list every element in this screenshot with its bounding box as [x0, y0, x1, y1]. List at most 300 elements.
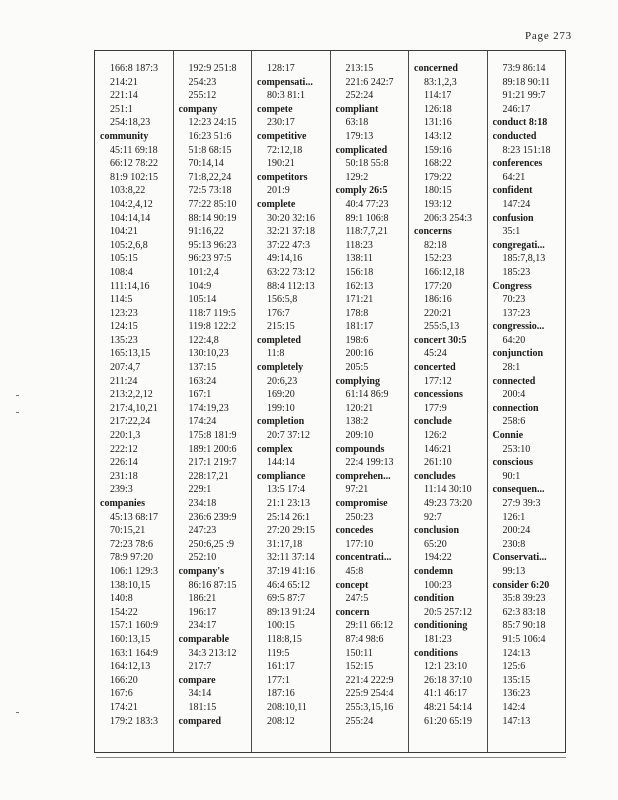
index-reference: 27:20 29:15 [267, 525, 316, 537]
index-term: congregati... [492, 239, 545, 251]
index-reference: 8:23 151:18 [502, 144, 551, 156]
index-term: complex [257, 443, 293, 455]
index-reference: 177:9 [424, 402, 447, 414]
index-reference: 45:8 [345, 565, 364, 577]
index-reference: 254:23 [188, 76, 217, 88]
index-reference: 239:3 [110, 484, 133, 496]
index-term: comparable [178, 633, 230, 645]
index-term: compromise [335, 498, 388, 509]
index-reference: 181:17 [345, 321, 374, 333]
index-reference: 220:1,3 [110, 430, 141, 442]
index-reference: 152:15 [345, 661, 374, 673]
index-reference: 161:17 [267, 661, 295, 673]
index-reference: 230:17 [267, 117, 295, 129]
index-reference: 226:14 [110, 457, 138, 469]
index-reference: 81:9 102:15 [110, 171, 159, 183]
index-term: conscious [492, 457, 534, 469]
index-reference: 181:15 [188, 701, 217, 713]
index-reference: 206:3 254:3 [424, 212, 473, 224]
index-reference: 45:13 68:17 [110, 511, 159, 523]
index-reference: 62:3 83:18 [502, 606, 546, 618]
index-reference: 64:21 [502, 171, 526, 183]
index-reference: 147:24 [502, 198, 531, 210]
index-reference: 103:8,22 [110, 185, 146, 197]
index-term: confident [492, 185, 533, 197]
index-reference: 196:17 [188, 606, 217, 618]
index-reference: 137:15 [188, 362, 217, 374]
index-term: connected [492, 375, 536, 387]
index-reference: 12:23 24:15 [188, 117, 237, 129]
index-reference: 106:1 129:3 [110, 565, 159, 577]
index-reference: 174:19,23 [188, 402, 229, 414]
index-term: compliance [257, 470, 306, 482]
index-reference: 22:4 199:13 [345, 457, 394, 469]
index-reference: 91:16,22 [188, 226, 224, 238]
index-reference: 230:8 [502, 538, 526, 550]
index-reference: 189:1 200:6 [188, 443, 237, 455]
index-reference: 247:23 [188, 525, 217, 537]
index-reference: 71:8,22,24 [188, 171, 232, 183]
index-term: community [100, 130, 149, 142]
index-reference: 114:17 [424, 90, 452, 102]
index-reference: 221:4 222:9 [345, 674, 394, 686]
index-reference: 32:11 37:14 [267, 552, 315, 564]
index-term: Congress [492, 280, 532, 292]
index-column-3 [252, 51, 331, 752]
index-reference: 101:2,4 [188, 266, 219, 278]
index-reference: 250:6,25 :9 [188, 538, 235, 550]
index-term: complying [335, 375, 380, 387]
index-reference: 21:1 23:13 [267, 498, 311, 509]
index-reference: 135:15 [502, 674, 531, 686]
index-reference: 27:9 39:3 [502, 498, 541, 509]
index-reference: 220:21 [424, 307, 452, 319]
index-reference: 37:19 41:16 [267, 565, 316, 577]
index-reference: 104:21 [110, 226, 138, 238]
index-reference: 187:16 [267, 688, 295, 700]
index-reference: 82:18 [424, 239, 447, 251]
index-reference: 100:23 [424, 579, 452, 591]
index-reference: 247:5 [345, 593, 369, 605]
index-column-2 [174, 51, 253, 752]
index-term: completely [257, 362, 304, 374]
index-reference: 177:10 [345, 538, 374, 550]
index-term: condemn [414, 565, 453, 577]
index-term: concept [335, 579, 369, 591]
index-reference: 119:8 122:2 [188, 321, 237, 333]
index-reference: 104:2,4,12 [110, 198, 153, 210]
index-reference: 45:11 69:18 [110, 144, 158, 156]
index-reference: 171:21 [345, 294, 374, 306]
index-reference: 163:1 164:9 [110, 647, 159, 659]
index-reference: 201:9 [267, 185, 290, 197]
index-reference: 20:5 257:12 [424, 606, 473, 618]
index-term: companies [100, 498, 145, 509]
index-reference: 88:4 112:13 [267, 280, 315, 292]
index-reference: 208:12 [267, 715, 295, 727]
index-reference: 104:14,14 [110, 212, 151, 224]
index-reference: 11:14 30:10 [424, 484, 472, 496]
index-term: concentrati... [335, 552, 392, 564]
index-reference: 152:23 [424, 253, 452, 265]
index-reference: 138:10,15 [110, 579, 151, 591]
scan-artifact [16, 712, 19, 713]
index-reference: 129:2 [345, 171, 369, 183]
index-reference: 12:1 23:10 [424, 661, 468, 673]
index-reference: 255:5,13 [424, 321, 460, 333]
index-term: conclude [414, 416, 452, 428]
index-reference: 64:20 [502, 334, 526, 346]
index-term: concerted [414, 362, 456, 374]
index-reference: 234:18 [188, 498, 217, 509]
index-reference: 159:16 [424, 144, 452, 156]
index-reference: 167:6 [110, 688, 133, 700]
index-reference: 163:24 [188, 375, 217, 387]
index-term: compounds [335, 443, 385, 455]
index-reference: 174:24 [188, 416, 217, 428]
index-reference: 252:24 [345, 90, 374, 102]
index-reference: 167:1 [188, 389, 212, 401]
index-reference: 199:10 [267, 402, 295, 414]
index-reference: 250:23 [345, 511, 374, 523]
index-term: competitive [257, 130, 307, 142]
index-reference: 108:4 [110, 266, 133, 278]
index-term: concludes [414, 470, 456, 482]
index-reference: 209:10 [345, 430, 374, 442]
index-reference: 114:5 [110, 294, 133, 306]
index-reference: 177:20 [424, 280, 452, 292]
index-term: connection [492, 402, 539, 414]
index-reference: 83:1,2,3 [424, 76, 457, 88]
index-reference: 128:17 [267, 63, 295, 74]
index-reference: 150:11 [345, 647, 373, 659]
index-reference: 26:18 37:10 [424, 674, 473, 686]
index-reference: 217:22,24 [110, 416, 151, 428]
index-reference: 70:14,14 [188, 158, 224, 170]
index-reference: 97:21 [345, 484, 369, 496]
index-reference: 11:8 [267, 348, 285, 360]
index-term: concedes [335, 525, 374, 537]
index-reference: 130:10,23 [188, 348, 229, 360]
index-term: conjunction [492, 348, 544, 360]
index-reference: 104:9 [188, 280, 212, 292]
index-reference: 124:15 [110, 321, 138, 333]
index-term: complete [257, 198, 296, 210]
index-reference: 63:18 [345, 117, 369, 129]
index-term: conditions [414, 647, 458, 659]
index-reference: 180:15 [424, 185, 452, 197]
index-reference: 20:6,23 [267, 375, 298, 387]
index-reference: 208:10,11 [267, 701, 307, 713]
index-reference: 118:7 119:5 [188, 307, 236, 319]
index-reference: 160:13,15 [110, 633, 151, 645]
scan-artifact [16, 412, 19, 413]
index-term: conduct 8:18 [492, 117, 548, 129]
index-reference: 228:17,21 [188, 470, 229, 482]
index-reference: 92:7 [424, 511, 442, 523]
index-term: congressio... [492, 321, 545, 333]
index-reference: 105:14 [188, 294, 217, 306]
index-reference: 179:2 183:3 [110, 715, 159, 727]
index-term: comply 26:5 [335, 185, 388, 197]
index-reference: 146:21 [424, 443, 452, 455]
index-column-5 [409, 51, 488, 752]
index-reference: 105:2,6,8 [110, 239, 148, 251]
index-reference: 185:7,8,13 [502, 253, 546, 265]
index-reference: 77:22 85:10 [188, 198, 237, 210]
index-reference: 31:17,18 [267, 538, 303, 550]
index-reference: 177:1 [267, 674, 290, 686]
index-reference: 135:23 [110, 334, 138, 346]
index-reference: 95:13 96:23 [188, 239, 237, 251]
index-reference: 162:13 [345, 280, 374, 292]
index-term: compensati... [257, 76, 313, 88]
index-reference: 143:12 [424, 130, 452, 142]
index-reference: 246:17 [502, 103, 531, 115]
index-reference: 72:23 78:6 [110, 538, 154, 550]
index-reference: 86:16 87:15 [188, 579, 237, 591]
index-reference: 41:1 46:17 [424, 688, 468, 700]
index-reference: 234:17 [188, 620, 217, 632]
index-reference: 217:7 [188, 661, 212, 673]
index-term: competitors [257, 171, 308, 183]
index-reference: 213:2,2,12 [110, 389, 153, 401]
index-reference: 179:22 [424, 171, 452, 183]
index-reference: 51:8 68:15 [188, 144, 232, 156]
index-reference: 138:11 [345, 253, 373, 265]
index-reference: 118:8,15 [267, 633, 302, 645]
index-reference: 154:22 [110, 606, 138, 618]
index-reference: 66:12 78:22 [110, 158, 159, 170]
index-reference: 48:21 54:14 [424, 701, 473, 713]
index-term: consequen... [492, 484, 545, 496]
index-term: Connie [492, 430, 524, 442]
index-reference: 138:2 [345, 416, 369, 428]
index-reference: 185:23 [502, 266, 531, 278]
index-reference: 40:4 77:23 [345, 198, 389, 210]
index-reference: 217:1 219:7 [188, 457, 237, 469]
index-term: Conservati... [492, 552, 547, 564]
index-reference: 105:15 [110, 253, 138, 265]
index-reference: 72:12,18 [267, 144, 303, 156]
index-reference: 140:8 [110, 593, 133, 605]
index-reference: 255:12 [188, 90, 217, 102]
index-reference: 186:16 [424, 294, 452, 306]
index-reference: 137:23 [502, 307, 531, 319]
index-reference: 198:6 [345, 334, 369, 346]
index-reference: 89:13 91:24 [267, 606, 316, 618]
index-reference: 131:16 [424, 117, 452, 129]
index-reference: 166:12,18 [424, 266, 465, 278]
index-reference: 49:23 73:20 [424, 498, 473, 509]
index-reference: 61:14 86:9 [345, 389, 389, 401]
index-term: comprehen... [335, 470, 391, 482]
index-reference: 225:9 254:4 [345, 688, 394, 700]
index-reference: 156:18 [345, 266, 374, 278]
index-term: completion [257, 416, 305, 428]
index-reference: 217:4,10,21 [110, 402, 158, 414]
index-term: concert 30:5 [414, 334, 467, 346]
index-reference: 46:4 65:12 [267, 579, 311, 591]
index-reference: 193:12 [424, 198, 452, 210]
index-reference: 32:21 37:18 [267, 226, 316, 238]
index-reference: 194:22 [424, 552, 452, 564]
index-reference: 211:24 [110, 375, 138, 387]
index-term: compare [178, 674, 216, 686]
index-reference: 35:1 [502, 226, 521, 238]
index-reference: 221:14 [110, 90, 138, 102]
index-reference: 168:22 [424, 158, 452, 170]
index-reference: 147:13 [502, 715, 531, 727]
index-reference: 205:5 [345, 362, 369, 374]
index-reference: 251:1 [110, 103, 133, 115]
index-reference: 72:5 73:18 [188, 185, 232, 197]
index-reference: 221:6 242:7 [345, 76, 394, 88]
index-term: company's [178, 565, 225, 577]
index-reference: 65:20 [424, 538, 447, 550]
index-term: conditioning [414, 620, 468, 632]
index-reference: 87:4 98:6 [345, 633, 384, 645]
index-term: concessions [414, 389, 463, 401]
index-reference: 49:14,16 [267, 253, 303, 265]
index-reference: 100:15 [267, 620, 295, 632]
index-reference: 255:3,15,16 [345, 701, 394, 713]
index-reference: 190:21 [267, 158, 295, 170]
index-reference: 214:21 [110, 76, 138, 88]
index-reference: 213:15 [345, 63, 374, 74]
index-reference: 254:18,23 [110, 117, 151, 129]
index-reference: 96:23 97:5 [188, 253, 232, 265]
index-reference: 125:6 [502, 661, 526, 673]
index-term: confusion [492, 212, 534, 224]
index-reference: 34:14 [188, 688, 212, 700]
index-reference: 215:15 [267, 321, 295, 333]
index-reference: 192:9 251:8 [188, 63, 237, 74]
index-reference: 34:3 213:12 [188, 647, 237, 659]
index-reference: 118:7,7,21 [345, 226, 388, 238]
index-reference: 63:22 73:12 [267, 266, 316, 278]
index-reference: 166:8 187:3 [110, 63, 159, 74]
index-reference: 28:1 [502, 362, 521, 374]
index-reference: 126:2 [424, 430, 447, 442]
index-reference: 16:23 51:6 [188, 130, 232, 142]
index-term: completed [257, 334, 301, 346]
index-reference: 175:8 181:9 [188, 430, 237, 442]
index-column-4 [331, 51, 410, 752]
index-reference: 88:14 90:19 [188, 212, 237, 224]
index-reference: 179:13 [345, 130, 374, 142]
index-reference: 111:14,16 [110, 280, 150, 292]
index-reference: 89:1 106:8 [345, 212, 389, 224]
index-reference: 118:23 [345, 239, 373, 251]
scan-artifact [16, 395, 19, 396]
index-term: concern [335, 606, 370, 618]
index-reference: 126:18 [424, 103, 452, 115]
index-reference: 166:20 [110, 674, 138, 686]
index-reference: 70:23 [502, 294, 526, 306]
index-term: conferences [492, 158, 543, 170]
index-term: condition [414, 593, 455, 605]
index-reference: 35:8 39:23 [502, 593, 546, 605]
index-column-1 [95, 51, 174, 752]
page-number: Page 273 [524, 30, 572, 42]
index-reference: 91:21 99:7 [502, 90, 546, 102]
index-reference: 124:13 [502, 647, 531, 659]
index-term: compared [178, 715, 222, 727]
index-reference: 258:6 [502, 416, 526, 428]
index-reference: 236:6 239:9 [188, 511, 237, 523]
index-reference: 200:16 [345, 348, 374, 360]
index-reference: 45:24 [424, 348, 447, 360]
index-reference: 120:21 [345, 402, 374, 414]
index-term: compliant [335, 103, 379, 115]
index-term: concerns [414, 226, 452, 238]
index-reference: 119:5 [267, 647, 290, 659]
index-reference: 80:3 81:1 [267, 90, 306, 102]
index-reference: 144:14 [267, 457, 295, 469]
index-reference: 78:9 97:20 [110, 552, 154, 564]
index-reference: 169:20 [267, 389, 295, 401]
index-reference: 200:24 [502, 525, 531, 537]
index-reference: 165:13,15 [110, 348, 151, 360]
index-reference: 69:5 87:7 [267, 593, 306, 605]
index-reference: 85:7 90:18 [502, 620, 546, 632]
index-term: compete [257, 103, 293, 115]
index-term: company [178, 103, 218, 115]
footer-rule [96, 757, 566, 758]
index-reference: 222:12 [110, 443, 138, 455]
index-reference: 207:4,7 [110, 362, 141, 374]
index-reference: 89:18 90:11 [502, 76, 551, 88]
index-reference: 261:10 [424, 457, 452, 469]
index-reference: 61:20 65:19 [424, 715, 473, 727]
index-reference: 90:1 [502, 470, 521, 482]
index-term: consider 6:20 [492, 579, 550, 591]
index-reference: 122:4,8 [188, 334, 219, 346]
index-reference: 136:23 [502, 688, 531, 700]
index-reference: 123:23 [110, 307, 138, 319]
index-reference: 253:10 [502, 443, 531, 455]
index-reference: 70:15,21 [110, 525, 146, 537]
index-term: conclusion [414, 525, 460, 537]
index-reference: 91:5 106:4 [502, 633, 546, 645]
index-reference: 200:4 [502, 389, 526, 401]
index-reference: 157:1 160:9 [110, 620, 159, 632]
index-column-6 [488, 51, 566, 752]
word-index-table [94, 50, 566, 753]
index-reference: 176:7 [267, 307, 290, 319]
index-reference: 73:9 86:14 [502, 63, 546, 74]
index-reference: 255:24 [345, 715, 374, 727]
index-reference: 177:12 [424, 375, 452, 387]
index-term: concerned [414, 63, 458, 74]
index-reference: 29:11 66:12 [345, 620, 394, 632]
index-reference: 181:23 [424, 633, 452, 645]
index-reference: 126:1 [502, 511, 526, 523]
index-reference: 252:10 [188, 552, 217, 564]
index-reference: 164:12,13 [110, 661, 151, 673]
index-reference: 25:14 26:1 [267, 511, 311, 523]
index-reference: 37:22 47:3 [267, 239, 311, 251]
index-reference: 142:4 [502, 701, 526, 713]
index-reference: 156:5,8 [267, 294, 298, 306]
index-reference: 99:13 [502, 565, 526, 577]
index-reference: 50:18 55:8 [345, 158, 389, 170]
index-reference: 229:1 [188, 484, 212, 496]
index-reference: 30:20 32:16 [267, 212, 316, 224]
index-reference: 178:8 [345, 307, 369, 319]
index-reference: 174:21 [110, 701, 138, 713]
